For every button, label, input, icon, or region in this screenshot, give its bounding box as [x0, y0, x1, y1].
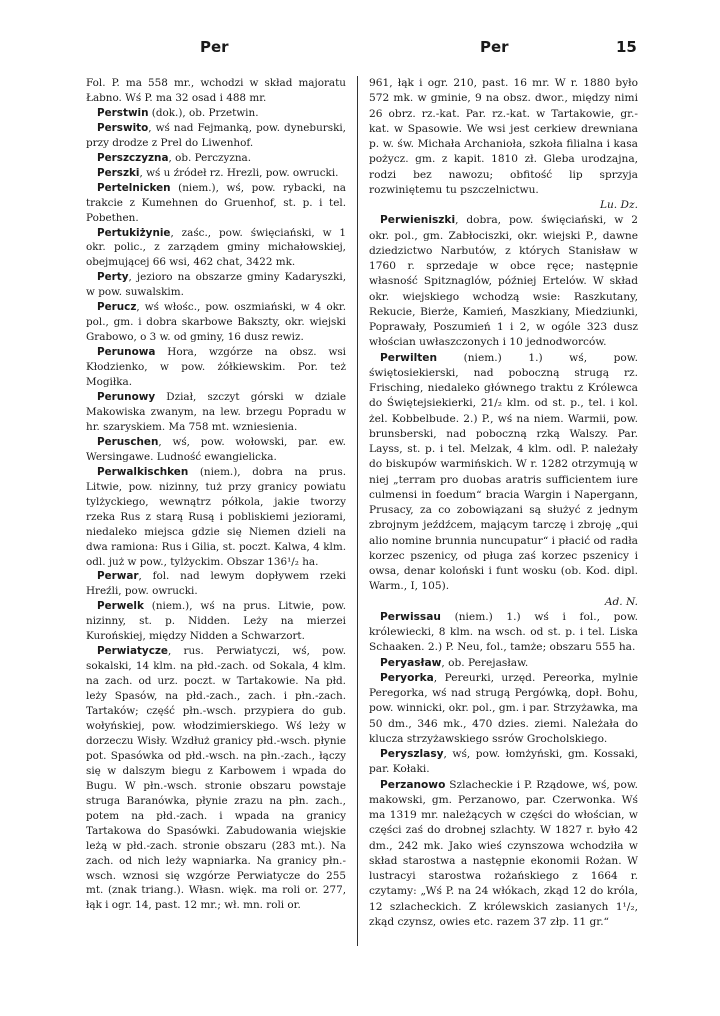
- entry-text: (dok.), ob. Przetwin.: [148, 106, 259, 119]
- dictionary-entry: [369, 610, 638, 656]
- entry-headword: Pertukiżynie: [97, 226, 171, 239]
- entry-text: (niem.) 1.) wś, pow. świętosiekierski, nad poboczną strugą rz. Frisching, niedaleko głównego traktu z Królewca do Świętejsiekierki, 21/₂ klm. od st. p., tel. i kol. żel. Kobbelbude. 2.) P., wś na niem. Warmii, pow. brunsberski, nad poboczną rzką Walszy. Par. Layss, st. p. i tel. Melzak, 4 klm. odl. P. należały do biskupów warmińskich. W r. 1282 otrzymują w niej „terram pro duobas aratris sufficientem iure culmensi in foedum“ bracia Wargin i Napergann, Prusacy, za co zobowiązani są służyć z jednym zbrojnym jeźdźcem, mającym tarczę i zbroję „qui alio nomine brunnia nuncupatur“ i płacić od radła korzec pszenicy, od pługa zaś korzec pszenicy i owsa, denar koloński i funt wosku (ob. Kod. dipl. Warm., I, 105).: [369, 351, 638, 593]
- dictionary-entry: [86, 166, 346, 181]
- dictionary-entry: [86, 435, 346, 465]
- entry-text: , wś, pow. wołowski, par. ew. Wersingawe. Ludność ewangielicka.: [86, 435, 346, 463]
- dictionary-entry: [369, 76, 638, 213]
- entry-headword: Perstwin: [97, 106, 149, 119]
- entry-text: Fol. P. ma 558 mr., wchodzi w skład majoratu Łabno. Wś P. ma 32 osad i 488 mr.: [86, 77, 346, 104]
- entry-text: , wś u źródeł rz. Hrezli, pow. owrucki.: [139, 166, 339, 179]
- entry-text: , jezioro na obszarze gminy Kadaryszki, w pow. suwalskim.: [86, 271, 346, 299]
- dictionary-entry: [86, 569, 346, 599]
- dictionary-entry: [86, 106, 346, 121]
- dictionary-entry: [86, 644, 346, 913]
- entry-headword: Peryszlasy: [380, 748, 444, 760]
- entry-headword: Perszczyzna: [97, 151, 169, 164]
- dictionary-entry: [86, 270, 346, 300]
- page-number: 15: [616, 38, 637, 56]
- entry-headword: Perwar: [97, 570, 139, 583]
- dictionary-entry: [369, 351, 638, 610]
- entry-headword: Perwilten: [380, 351, 438, 364]
- entry-headword: Perucz: [97, 301, 137, 314]
- entry-text: , ob. Perczyzna.: [168, 151, 252, 164]
- dictionary-entry: [369, 213, 638, 350]
- dictionary-entry: [369, 747, 638, 778]
- dictionary-entry: [86, 465, 346, 570]
- entry-text: , wś, pow. łomżyński, gm. Kossaki, par. Kołaki.: [369, 748, 638, 776]
- left-column: [86, 76, 346, 913]
- entry-headword: Perwiatycze: [97, 645, 168, 658]
- dictionary-entry: [369, 656, 638, 671]
- entry-text: , rus. Perwiatyczi, wś, pow. sokalski, 14 klm. na płd.-zach. od Sokala, 4 klm. na zach. od urz. poczt. w Tartakowie. Na płd. leży Spasów, na płd.-zach., zach. i płn.-zach. Tartaków; część płn.-wsch. przypiera do gub. wołyńskiej, pow. włodzimierskiego. Wś leży w dorzeczu Wisły. Wzdłuż granicy płd.-wsch. płynie pot. Spasówka od płd.-wsch. na płn.-zach., łączy się w dalszym biegu z Karbowem i wpada do Bugu. W płn.-wsch. stronie obszaru powstaje struga Baranówka, płynie zrazu na płn. zach., potem na płd.-zach. i wpada na granicy Tartakowa do Spasówki. Zabudowania wiejskie leżą w płd.-zach. stronie obszaru (283 mt.). Na zach. od nich leży wapniarka. Na granicy płn.-wsch. wznosi się wzgórze Perwiatycze do 255 mt. (znak triang.). Własn. więk. ma roli or. 277, łąk i ogr. 14, past. 12 mr.; wł. mn. roli or.: [86, 645, 346, 912]
- dictionary-entry: [86, 390, 346, 435]
- dictionary-entry: [86, 226, 346, 271]
- running-head-center: Per: [480, 38, 509, 56]
- dictionary-entry: [86, 181, 346, 226]
- entry-text: (niem.), dobra na prus. Litwie, pow. nizinny, tuż przy granicy powiatu tylżyckiego, wewnątrz półkola, jakie tworzy rzeka Rus z starą Rusą i pobliskiemi jeziorami, niedaleko miejsca gdzie się Niemen dzieli na dwa ramiona: Rus i Gilia, st. poczt. Kalwa, 4 klm. odl. już w pow., tylżyckim. Obszar 136¹/₂ ha.: [86, 465, 346, 568]
- dictionary-entry: [86, 151, 346, 166]
- dictionary-entry: [86, 300, 346, 345]
- entry-text: , fol. nad lewym dopływem rzeki Hreźli, pow. owrucki.: [86, 570, 346, 598]
- entry-text: , ob. Perejasław.: [441, 656, 529, 669]
- entry-headword: Perwissau: [380, 610, 441, 623]
- dictionary-entry: [86, 345, 346, 390]
- entry-text: , wś włośc., pow. oszmiański, w 4 okr. pol., gm. i dobra skarbowe Bakszty, okr. wiejski Grabowo, o 3 w. od gminy, 16 dusz rewiz.: [86, 301, 346, 344]
- entry-headword: Perwieniszki: [380, 214, 456, 227]
- entry-text: (niem.), wś na prus. Litwie, pow. nizinny, st. p. Nidden. Leży na mierzei Kurońskiej, między Nidden a Schwarzort.: [86, 600, 346, 643]
- column-divider: [357, 76, 358, 946]
- entry-headword: Perszki: [97, 166, 140, 179]
- entry-headword: Perzanowo: [380, 778, 446, 791]
- entry-headword: Perswito: [97, 121, 149, 134]
- entry-text: Dział, szczyt górski w dziale Makowiska zwanym, na lew. brzegu Popradu w hr. szaryskiem. Ma 758 mt. wzniesienia.: [86, 391, 346, 433]
- entry-headword: Perty: [97, 271, 129, 284]
- running-head-left: Per: [200, 38, 229, 56]
- entry-headword: Peryasław: [380, 656, 442, 669]
- entry-headword: Pertelnicken: [97, 181, 171, 194]
- entry-text: , zaśc., pow. święciański, w 1 okr. polic., z zarządem gminy michałowskiej, obejmującej 66 wsi, 462 chat, 3422 mk.: [86, 226, 346, 269]
- entry-headword: Perwalkischken: [97, 465, 189, 478]
- entry-headword: Perwelk: [97, 600, 144, 613]
- right-column: [369, 76, 638, 930]
- dictionary-entry: [86, 76, 346, 106]
- dictionary-entry: [369, 778, 638, 931]
- entry-text: (niem.), wś, pow. rybacki, na trakcie z Kumehnen do Gruenhof, st. p. i tel. Pobethen.: [86, 181, 346, 224]
- entry-headword: Peruschen: [97, 435, 159, 448]
- entry-headword: Perunowa: [97, 346, 156, 359]
- dictionary-entry: [86, 599, 346, 644]
- entry-text: Szlacheckie i P. Rządowe, wś, pow. makowski, gm. Perzanowo, par. Czerwonka. Wś ma 1319 mr. należących w części do włościan, w części zaś do drobnej szlachty. W 1827 r. było 42 dm., 242 mk. Jako wieś czynszowa wchodziła w skład starostwa a następnie ekonomii Rożan. W lustracyi starostwa rożańskiego z 1664 r. czytamy: „Wś P. na 24 włókach, zkąd 12 do króla, 12 szlacheckich. Z królewskich zasianych 1¹/₂, zkąd czynsz, owies etc. razem 37 złp. 11 gr.“: [369, 778, 638, 928]
- author-signature: Ad. N.: [604, 595, 638, 608]
- entry-text: Hora, wzgórze na obsz. wsi Kłodzienko, w pow. żółkiewskim. Por. też Mogiłka.: [86, 346, 346, 389]
- entry-text: , wś nad Fejmanką, pow. dyneburski, przy drodze z Prel do Liwenhof.: [86, 121, 346, 149]
- author-signature: Lu. Dz.: [599, 199, 638, 211]
- entry-text: , dobra, pow. święciański, w 2 okr. pol., gm. Zabłociszki, okr. wiejski P., dawne dziedzictwo Narbutów, z których Stanisław w 1760 r. sprzedaje w obce ręce; następnie własność Spitznaglów, później Ertelów. W skład okr. wiejskiego wchodzą wsie: Raszkutany, Rekucie, Bierże, Kamień, Maszkiany, Miedziunki, Poprawały, Poszumień 1 i 2, w ogóle 323 dusz włościan uwłaszczonych i 10 jednodworców.: [369, 214, 638, 349]
- entry-text: , Pereurki, urzęd. Pereorka, mylnie Peregorka, wś nad strugą Pergówką, dopł. Bohu, pow. winnicki, okr. pol., gm. i par. Strzyżawka, ma 50 dm., 346 mk., 470 dzies. ziemi. Należała do klucza strzyżawskiego ssrów Grocholskiego.: [369, 671, 638, 745]
- entry-headword: Peryorka: [380, 671, 434, 684]
- entry-text: (niem.) 1.) wś i fol., pow. królewiecki, 8 klm. na wsch. od st. p. i tel. Liska Schaaken. 2.) P. Neu, fol., tamże; obszaru 555 ha.: [369, 610, 638, 654]
- dictionary-entry: [86, 121, 346, 151]
- entry-text: 961, łąk i ogr. 210, past. 16 mr. W r. 1880 było 572 mk. w gminie, 9 na obsz. dwor., między nimi 26 obrz. rz.-kat. Par. rz.-kat. w Tartakowie, gr.-kat. w Spasowie. We wsi jest cerkiew drewniana p. w. św. Michała Archanioła, szkoła filialna i kasa pożycz. gm. z kapit. 1810 zł. Gleba urodzajna, rodzi bez nawozu; obfitość lip sprzyja rozwiniętemu tu pszczelnictwu.: [369, 77, 638, 196]
- dictionary-entry: [369, 671, 638, 747]
- entry-headword: Perunowy: [97, 391, 156, 404]
